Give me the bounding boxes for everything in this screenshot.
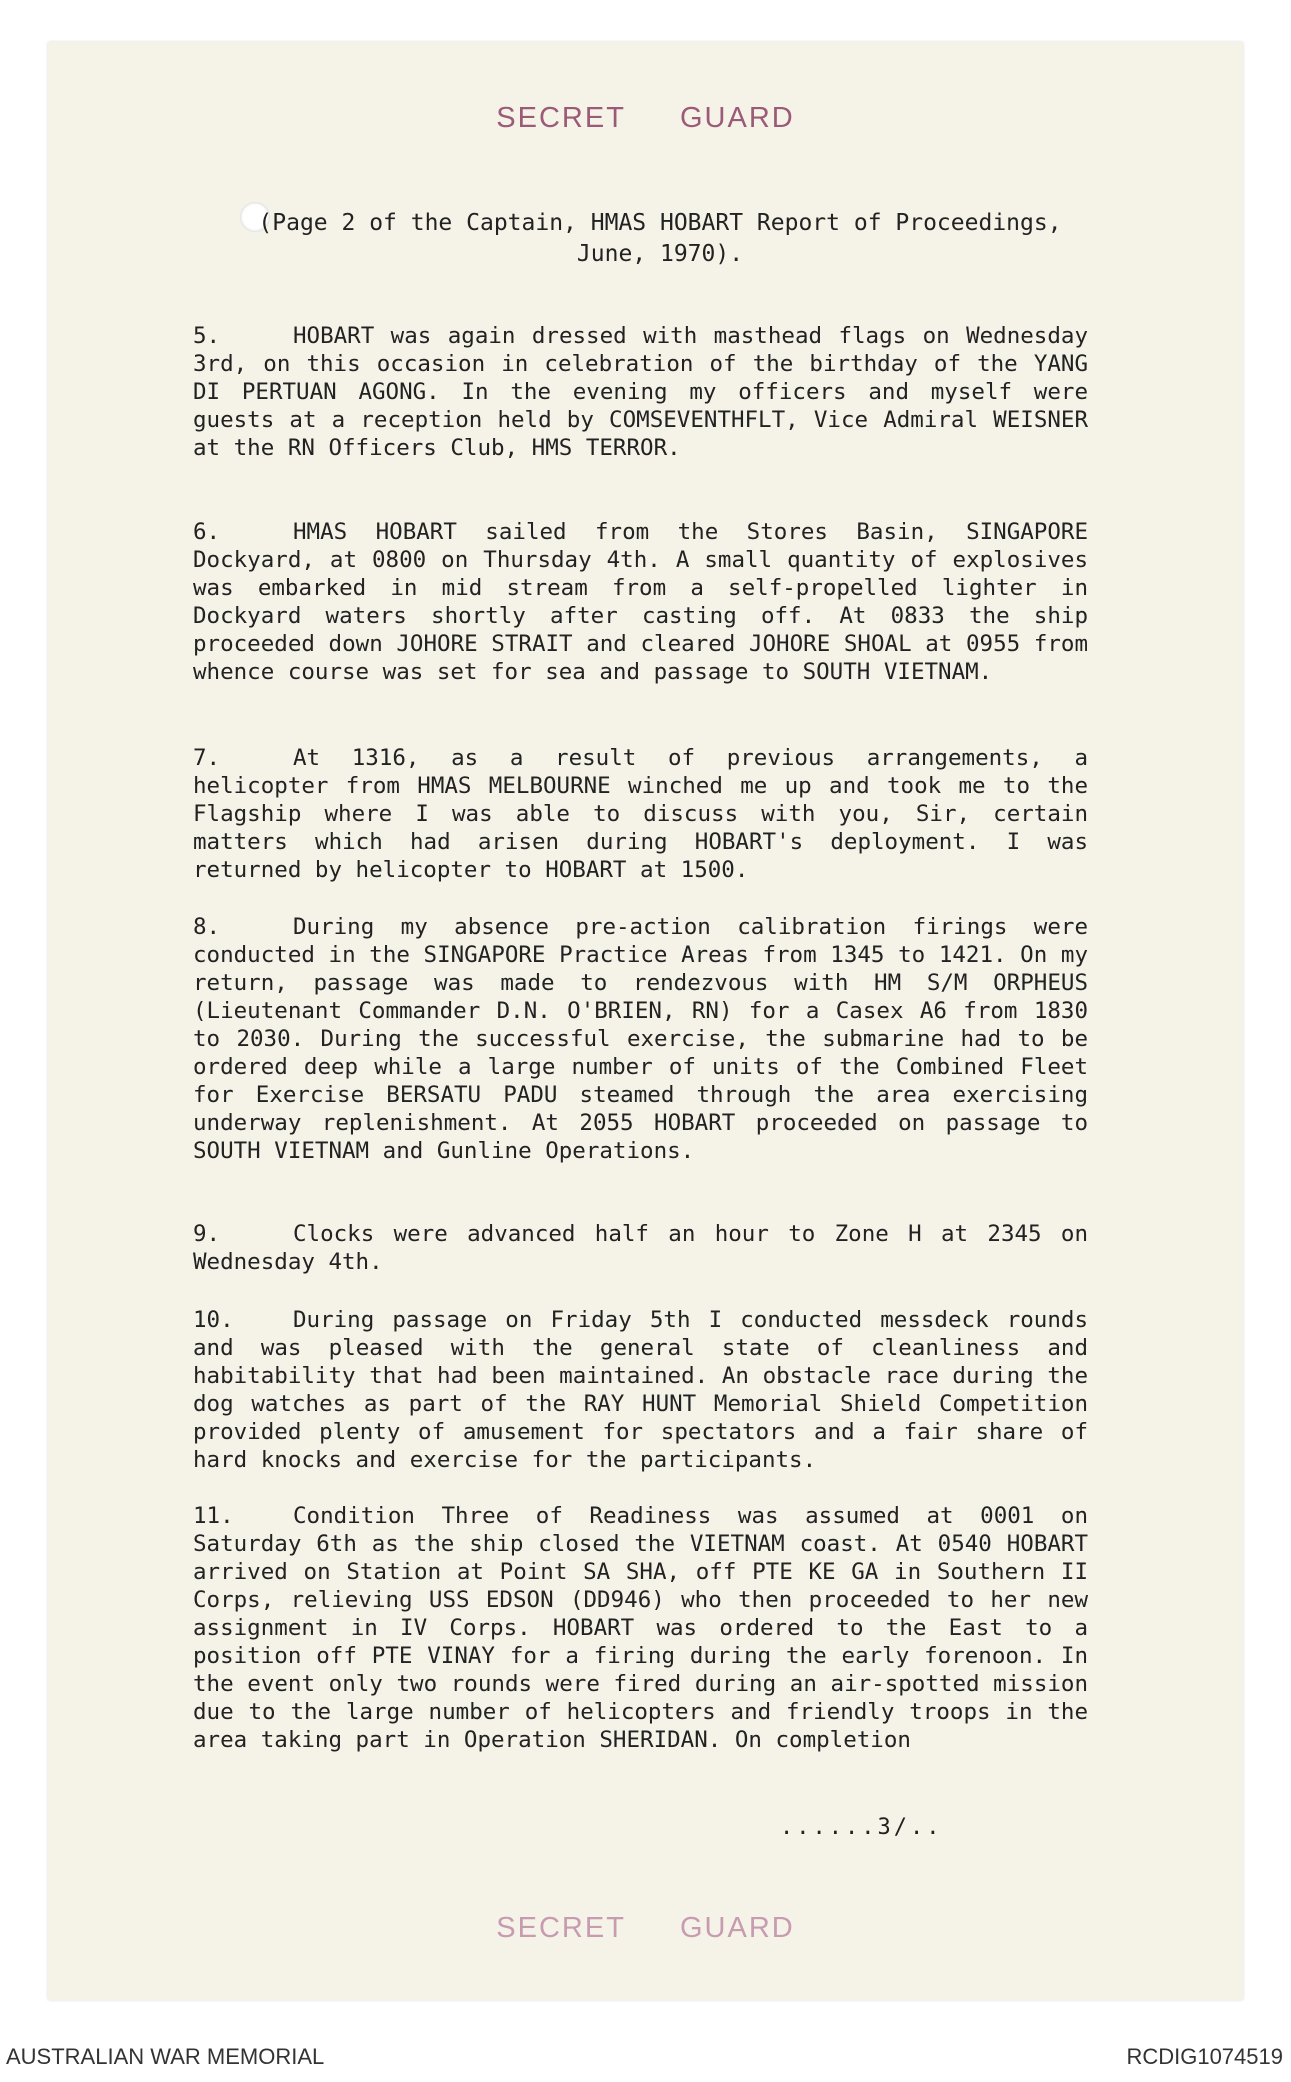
paragraph-text: Condition Three of Readiness was assumed at 0001 on Saturday 6th as the ship closed the VIETNAM coast. At 0540 HOBART arrived on Station at Point SA SHA, off PTE KE GA in Southern II Corps, relieving USS EDSON (DD946) who then proceeded to her new assignment in IV Corps. HOBART was ordered to the East to a position off PTE VINAY for a firing during the early forenoon. In the event only two rounds were fired during an air-spotted mission due to the large number of helicopters and friendly troops in the area taking part in Operation SHERIDAN. On completion — [193, 1503, 1088, 1753]
paragraph-5 — [193, 322, 1088, 462]
classification-stamp-top — [0, 102, 1291, 135]
paragraph-number: 5. — [193, 323, 221, 349]
paragraph-7 — [193, 744, 1088, 884]
paragraph-number: 10. — [193, 1307, 234, 1333]
paragraph-8 — [193, 913, 1088, 1165]
guard-stamp-text: GUARD — [679, 1912, 795, 1944]
header-line-2: June, 1970). — [576, 241, 744, 267]
page-continuation: ......3/.. — [780, 1815, 943, 1840]
paragraph-10 — [193, 1306, 1088, 1474]
paragraph-number: 9. — [193, 1221, 221, 1247]
guard-stamp-text: GUARD — [679, 102, 795, 134]
page-header — [200, 208, 1120, 270]
paragraph-number: 8. — [193, 914, 221, 940]
archive-credit: AUSTRALIAN WAR MEMORIAL — [6, 2044, 325, 2069]
record-id: RCDIG1074519 — [1126, 2044, 1283, 2069]
paragraph-number: 11. — [193, 1503, 234, 1529]
paragraph-11 — [193, 1502, 1088, 1754]
paragraph-number: 7. — [193, 745, 221, 771]
paragraph-text: Clocks were advanced half an hour to Zone H at 2345 on Wednesday 4th. — [193, 1221, 1088, 1275]
header-line-1: (Page 2 of the Captain, HMAS HOBART Report of Proceedings, — [258, 210, 1062, 236]
paragraph-text: HOBART was again dressed with masthead flags on Wednesday 3rd, on this occasion in celebration of the birthday of the YANG DI PERTUAN AGONG. In the evening my officers and myself were guests at a reception held by COMSEVENTHFLT, Vice Admiral WEISNER at the RN Officers Club, HMS TERROR. — [193, 323, 1088, 461]
classification-stamp-bottom — [0, 1912, 1291, 1945]
paragraph-number: 6. — [193, 519, 221, 545]
paragraph-text: During my absence pre-action calibration firings were conducted in the SINGAPORE Practice Areas from 1345 to 1421. On my return, passage was made to rendezvous with HM S/M ORPHEUS (Lieutenant Commander D.N. O'BRIEN, RN) for a Casex A6 from 1830 to 2030. During the successful exercise, the submarine had to be ordered deep while a large number of units of the Combined Fleet for Exercise BERSATU PADU steamed through the area exercising underway replenishment. At 2055 HOBART proceeded on passage to SOUTH VIETNAM and Gunline Operations. — [193, 914, 1088, 1164]
paragraph-text: During passage on Friday 5th I conducted messdeck rounds and was pleased with the general state of cleanliness and habitability that had been maintained. An obstacle race during the dog watches as part of the RAY HUNT Memorial Shield Competition provided plenty of amusement for spectators and a fair share of hard knocks and exercise for the participants. — [193, 1307, 1088, 1473]
secret-stamp-text: SECRET — [496, 1912, 626, 1944]
paragraph-6 — [193, 518, 1088, 686]
paragraph-text: HMAS HOBART sailed from the Stores Basin, SINGAPORE Dockyard, at 0800 on Thursday 4th. A small quantity of explosives was embarked in mid stream from a self-propelled lighter in Dockyard waters shortly after casting off. At 0833 the ship proceeded down JOHORE STRAIT and cleared JOHORE SHOAL at 0955 from whence course was set for sea and passage to SOUTH VIETNAM. — [193, 519, 1088, 685]
paragraph-text: At 1316, as a result of previous arrangements, a helicopter from HMAS MELBOURNE winched me up and took me to the Flagship where I was able to discuss with you, Sir, certain matters which had arisen during HOBART's deployment. I was returned by helicopter to HOBART at 1500. — [193, 745, 1088, 883]
paragraph-9 — [193, 1220, 1088, 1276]
secret-stamp-text: SECRET — [496, 102, 626, 134]
